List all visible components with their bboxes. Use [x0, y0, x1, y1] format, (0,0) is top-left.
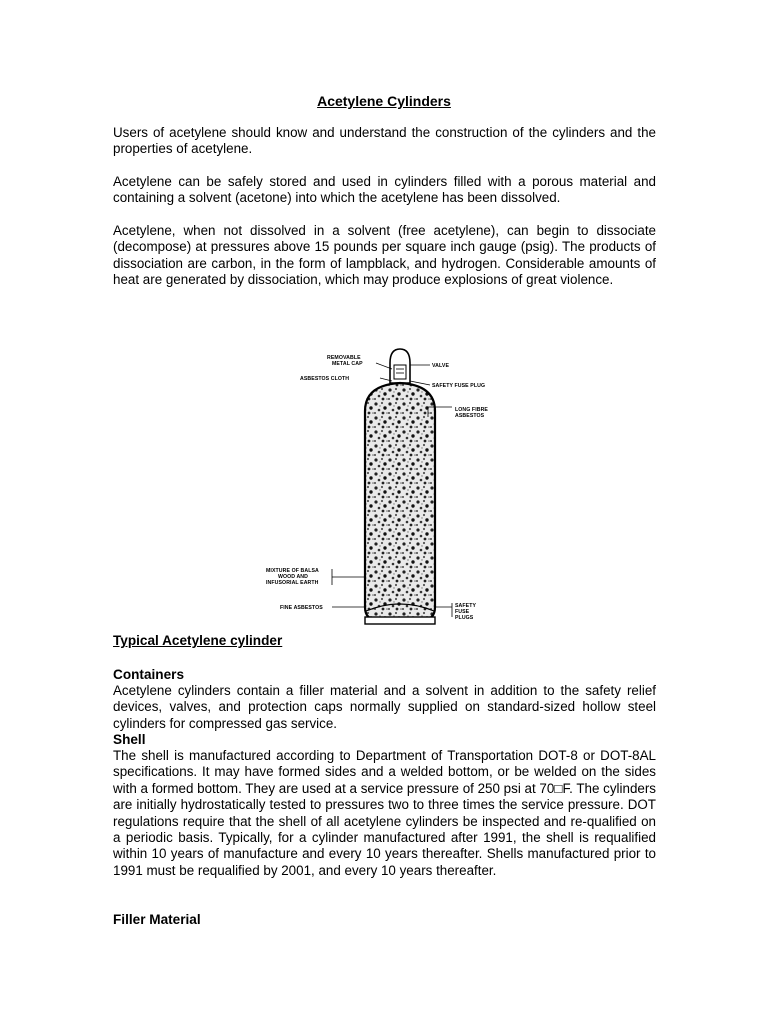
containers-heading: Containers	[113, 667, 185, 682]
label-mixture-2: WOOD AND	[278, 574, 308, 580]
label-valve: VALVE	[432, 363, 450, 369]
label-safety-fuse-plug: SAFETY FUSE PLUG	[432, 383, 486, 389]
label-removable-cap-1: REMOVABLE	[327, 355, 361, 361]
cylinder-diagram	[262, 345, 512, 635]
label-mixture-3: INFUSORIAL EARTH	[266, 580, 319, 586]
filler-material-heading: Filler Material	[113, 912, 201, 927]
intro-paragraph-1: Users of acetylene should know and understand the construction of the cylinders and the properties of acetylene.	[113, 125, 656, 157]
label-fine-asbestos: FINE ASBESTOS	[280, 605, 323, 611]
label-asbestos-cloth: ASBESTOS CLOTH	[300, 376, 350, 382]
label-long-fibre-1: LONG FIBRE	[455, 407, 488, 413]
label-mixture-1: MIXTURE OF BALSA	[266, 568, 319, 574]
label-safety-fuse-plugs-1: SAFETY	[455, 603, 477, 609]
shell-heading: Shell	[113, 732, 146, 747]
label-safety-fuse-plugs-3: PLUGS	[455, 615, 474, 621]
cylinder-body	[365, 383, 435, 620]
label-long-fibre-2: ASBESTOS	[455, 413, 485, 419]
shell-paragraph: The shell is manufactured according to Department of Transportation DOT-8 or DOT-8AL specifications. It may have formed sides and a welded bottom, or be welded on the sides with a formed bottom. They are used at a service pressure of 250 psi at 70□F. The cylinders are initially hydrostatically tested to pressures two to three times the service pressure. DOT regulations require that the shell of all acetylene cylinders be inspected and re-qualified on a periodic basis. Typically, for a cylinder manufactured after 1991, the shell is requalified within 10 years of manufacture and every 10 years thereafter. Shells manufactured prior to 1991 must be requalified by 2001, and every 10 years thereafter.	[113, 748, 656, 878]
containers-paragraph: Acetylene cylinders contain a filler material and a solvent in addition to the safety relief devices, valves, and protection caps normally supplied on standard-sized hollow steel cylinders for compressed gas service.	[113, 683, 656, 731]
document-title: Acetylene Cylinders	[317, 93, 451, 109]
intro-paragraph-2: Acetylene can be safely stored and used in cylinders filled with a porous material and containing a solvent (acetone) into which the acetylene has been dissolved.	[113, 174, 656, 206]
label-safety-fuse-plugs-2: FUSE	[455, 609, 470, 615]
label-removable-cap-2: METAL CAP	[332, 361, 363, 367]
intro-paragraph-3: Acetylene, when not dissolved in a solvent (free acetylene), can begin to dissociate (decompose) at pressures above 15 pounds per square inch gauge (psig). The products of dissociation are carbon, in the form of lampblack, and hydrogen. Considerable amounts of heat are generated by dissociation, which may produce explosions of great violence.	[113, 223, 656, 288]
figure-caption: Typical Acetylene cylinder	[113, 633, 283, 648]
cylinder-cap	[390, 349, 410, 383]
cylinder-foot-ring	[365, 617, 435, 624]
